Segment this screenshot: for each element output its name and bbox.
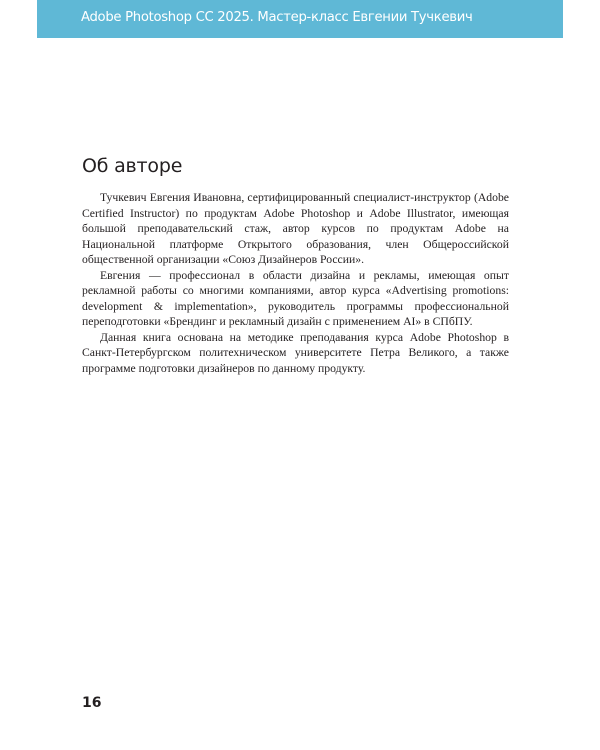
paragraph: Данная книга основана на методике преподавания курса Adobe Photoshop в Санкт-Петербургском политехническом университете Петра Великого, а также программе подготовки дизайнеров по данному продукту. <box>82 330 509 375</box>
paragraph: Евгения — профессионал в области дизайна и рекламы, имеющая опыт рекламной работы со многими компаниями, автор курса «Advertising promotions: development & implementation», руководитель программы профессиональной переподготовки «Брендинг и рекламный дизайн с применением AI» в СПбПУ. <box>82 268 509 328</box>
running-header <box>37 0 563 38</box>
body-text <box>82 190 509 376</box>
section-title: Об авторе <box>82 155 183 177</box>
running-header-title: Adobe Photoshop CC 2025. Мастер-класс Евгении Тучкевич <box>81 10 473 25</box>
page-number: 16 <box>82 695 102 711</box>
paragraph: Тучкевич Евгения Ивановна, сертифицированный специалист-инструктор (Adobe Certified Instructor) по продуктам Adobe Photoshop и Adobe Illustrator, имеющая большой преподавательский стаж, автор курсов по продуктам Adobe на Национальной платформе Открытого образования, член Общероссийской общественной организации «Союз Дизайнеров России». <box>82 191 509 266</box>
